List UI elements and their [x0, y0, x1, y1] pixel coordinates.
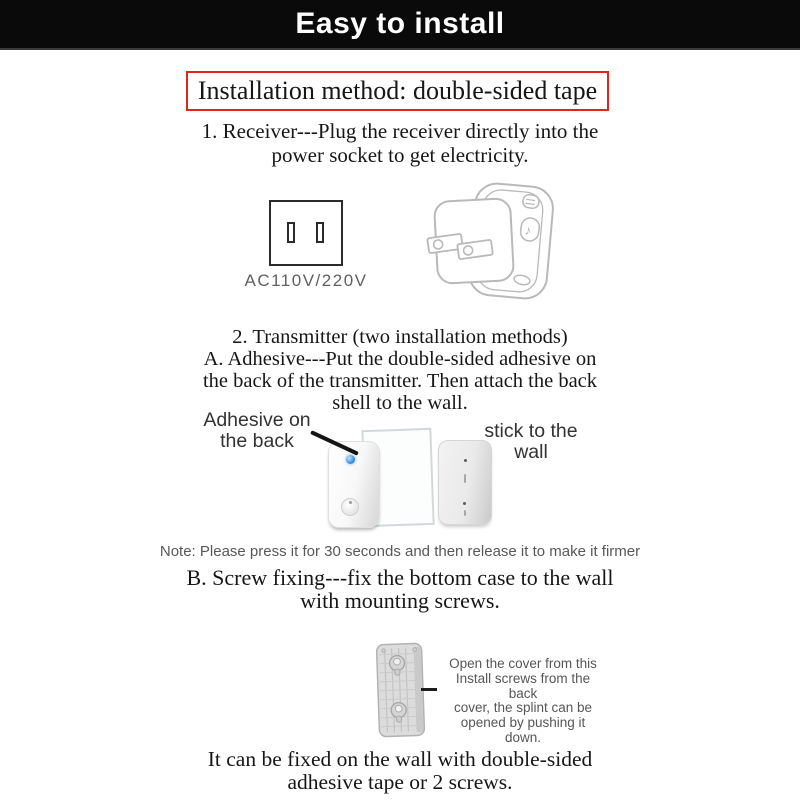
installation-method-text: Installation method: double-sided tape	[197, 76, 598, 105]
text-line: the back of the transmitter. Then attach the back	[202, 370, 598, 392]
step2-text	[0, 326, 800, 414]
socket-slot	[316, 222, 324, 243]
back-shell-detail	[464, 459, 467, 462]
back-shell-detail	[463, 502, 466, 505]
mounting-plate-illustration	[376, 642, 426, 739]
led-indicator	[346, 455, 355, 464]
text-line: Open the cover from this	[449, 656, 597, 671]
step1-text	[0, 119, 800, 167]
text-line: the back	[220, 430, 294, 452]
installation-method-banner	[186, 71, 609, 111]
text-line: cover, the splint can be	[453, 700, 593, 716]
plate-caption-text	[442, 657, 604, 746]
adhesive-back-label	[193, 410, 321, 452]
receiver-illustration	[410, 182, 558, 306]
transmitter-back-illustration	[438, 440, 492, 525]
note-text: Note: Please press it for 30 seconds and then release it to make it firmer	[159, 543, 641, 560]
text-line: with mounting screws.	[300, 588, 500, 613]
back-shell-detail	[464, 510, 466, 516]
text-line: 2. Transmitter (two installation methods)	[232, 326, 568, 348]
music-note-icon: ♪	[523, 222, 533, 239]
text-line: B. Screw fixing---fix the bottom case to the wall	[186, 565, 614, 590]
text-line: It can be fixed on the wall with double-sided	[207, 747, 593, 771]
text-line: Adhesive on	[203, 409, 311, 431]
text-line: A. Adhesive---Put the double-sided adhesive on	[203, 348, 597, 370]
socket-voltage-label: AC110V/220V	[244, 271, 368, 290]
text-line: 1. Receiver---Plug the receiver directly into the	[201, 119, 599, 143]
back-shell-detail	[464, 474, 466, 483]
text-line: shell to the wall.	[332, 392, 468, 414]
header-bar	[0, 0, 800, 50]
socket-slot	[287, 222, 295, 243]
doorbell-button	[341, 498, 359, 516]
callout-dash	[421, 688, 437, 691]
text-line: Install screws from the back	[455, 670, 591, 701]
text-line: opened by pushing it down.	[460, 715, 586, 745]
text-line: stick to the	[484, 420, 578, 442]
text-line: power socket to get electricity.	[271, 143, 529, 167]
power-socket-illustration	[269, 200, 343, 266]
step-b-text	[0, 566, 800, 612]
footer-text	[0, 748, 800, 794]
page-title: Easy to install	[295, 7, 505, 40]
text-line: adhesive tape or 2 screws.	[287, 770, 513, 794]
text-line: wall	[514, 441, 548, 463]
